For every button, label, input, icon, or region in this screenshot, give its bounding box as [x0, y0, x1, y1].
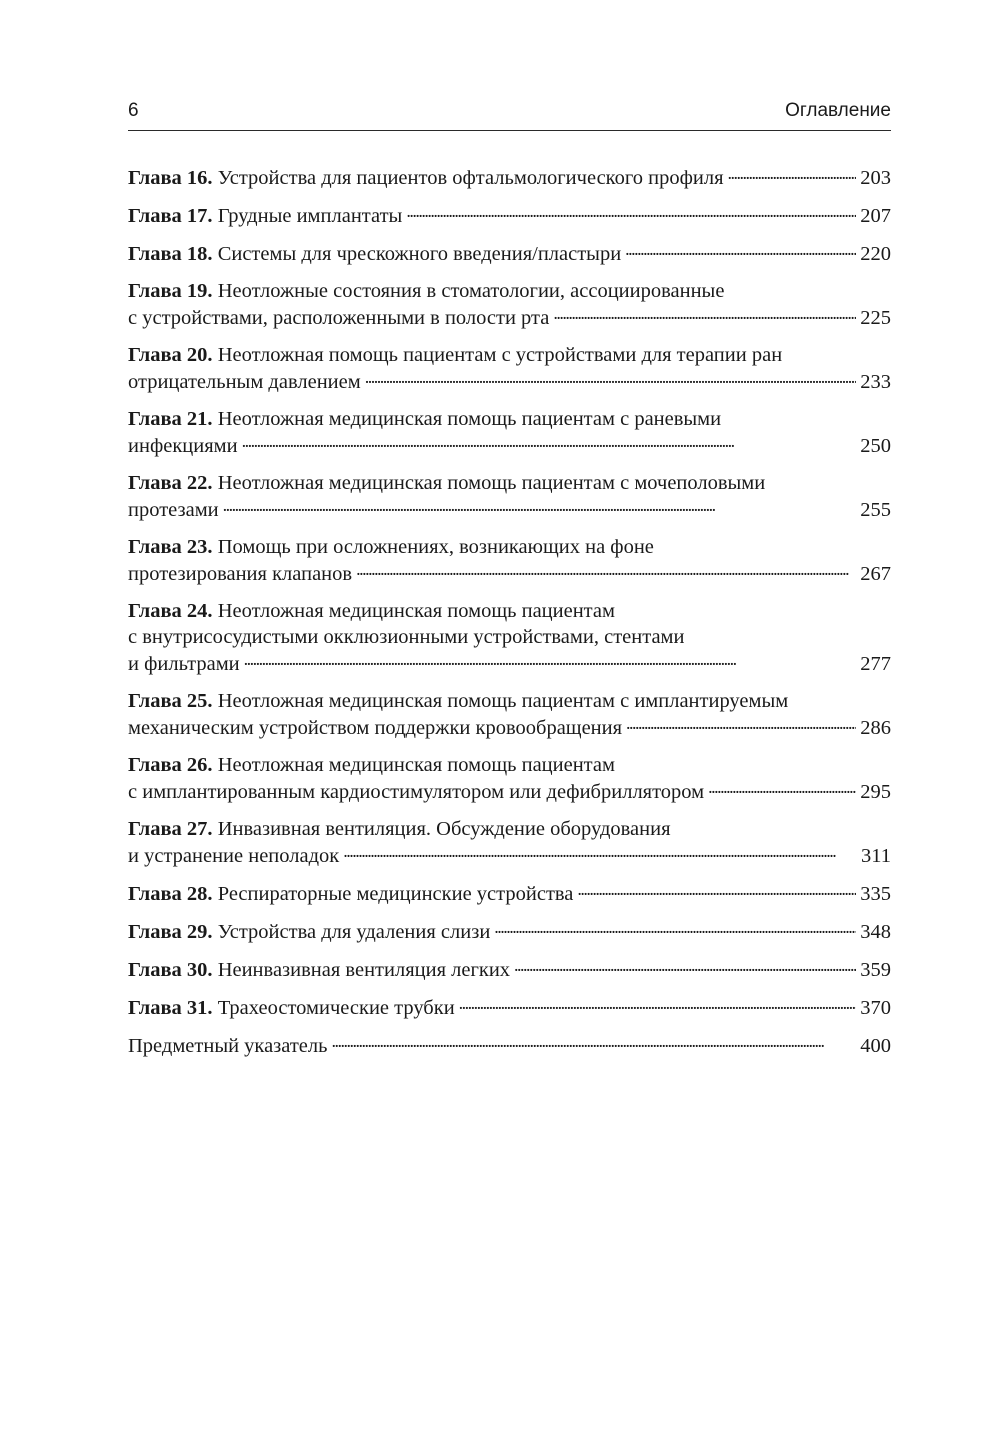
toc-title-text — [128, 715, 622, 741]
toc-title-text: Неинвазивная вентиляция легких — [217, 959, 511, 981]
toc-entry[interactable] — [128, 598, 891, 677]
toc-chapter-label: Глава 19. — [128, 280, 213, 302]
toc-title-text: Предметный указатель — [128, 1035, 328, 1057]
toc-page-number: 203 — [860, 167, 891, 189]
toc-chapter-label: Глава 16. — [128, 167, 213, 189]
toc-title-line — [128, 842, 891, 869]
toc-page-number: 348 — [860, 921, 891, 943]
toc-title-line — [128, 240, 891, 267]
toc-title-text — [128, 919, 490, 945]
dot-leader — [626, 714, 856, 734]
toc-title-text — [128, 651, 240, 677]
toc-page-number: 220 — [860, 243, 891, 265]
toc-title-line — [128, 752, 891, 778]
toc-page-number: 370 — [860, 997, 891, 1019]
toc-title-text — [128, 881, 573, 907]
toc-entry[interactable] — [128, 202, 891, 229]
toc-entry[interactable] — [128, 752, 891, 805]
toc-title-line — [128, 598, 891, 624]
toc-entry[interactable] — [128, 164, 891, 191]
toc-title-text: Неотложная медицинская помощь пациентам с раневыми — [217, 408, 722, 430]
toc-entry[interactable] — [128, 918, 891, 945]
toc-title-text: с внутрисосудистыми окклюзионными устройствами, стентами — [128, 626, 685, 648]
dot-leader — [494, 918, 856, 938]
toc-chapter-label: Глава 28. — [128, 883, 213, 905]
toc-chapter-label: Глава 24. — [128, 600, 213, 622]
toc-title-text — [128, 369, 361, 395]
dot-leader — [242, 432, 857, 452]
toc-entry[interactable] — [128, 342, 891, 395]
toc-title-text — [128, 165, 724, 191]
toc-title-text: Системы для чрескожного введения/пластыри — [217, 243, 622, 265]
toc-title-line — [128, 304, 891, 331]
toc-chapter-label: Глава 26. — [128, 754, 213, 776]
toc-title-line — [128, 918, 891, 945]
toc-title-text: протезами — [128, 499, 219, 521]
running-title: Оглавление — [785, 100, 891, 121]
toc-title-text: Устройства для удаления слизи — [217, 921, 491, 943]
toc-title-text: Респираторные медицинские устройства — [217, 883, 574, 905]
dot-leader — [406, 202, 856, 222]
toc-title-text: Неотложная помощь пациентам с устройствами для терапии ран — [217, 344, 783, 366]
toc-title-text: протезирования клапанов — [128, 563, 353, 585]
toc-title-line — [128, 202, 891, 229]
toc-chapter-label: Глава 22. — [128, 472, 213, 494]
toc-title-text — [128, 561, 352, 587]
dot-leader — [625, 240, 856, 260]
toc-title-line — [128, 432, 891, 459]
toc-title-text — [128, 1033, 328, 1059]
toc-title-text: и устранение неполадок — [128, 845, 340, 867]
toc-title-text — [128, 203, 402, 229]
toc-title-text: Помощь при осложнениях, возникающих на фоне — [217, 536, 654, 558]
toc-title-text — [128, 843, 339, 869]
dot-leader — [332, 1032, 857, 1052]
toc-title-text: с устройствами, расположенными в полости рта — [128, 307, 550, 329]
toc-entry[interactable] — [128, 534, 891, 587]
toc-title-line — [128, 1032, 891, 1059]
dot-leader — [577, 880, 856, 900]
toc-title-line — [128, 650, 891, 677]
toc-chapter-label: Глава 29. — [128, 921, 213, 943]
toc-page-number: 255 — [860, 499, 891, 521]
toc-title-line — [128, 714, 891, 741]
dot-leader — [365, 368, 857, 388]
toc-chapter-label: Глава 17. — [128, 205, 213, 227]
toc-entry[interactable] — [128, 816, 891, 869]
toc-title-text: отрицательным давлением — [128, 371, 361, 393]
toc-chapter-label: Глава 21. — [128, 408, 213, 430]
toc-page-number: 286 — [860, 717, 891, 739]
toc-page-number: 335 — [860, 883, 891, 905]
table-of-contents — [128, 164, 891, 1070]
toc-page-number: 277 — [860, 653, 891, 675]
toc-title-text — [128, 305, 549, 331]
toc-chapter-label: Глава 31. — [128, 997, 213, 1019]
toc-entry[interactable] — [128, 688, 891, 741]
toc-title-text: Неотложные состояния в стоматологии, ассоциированные — [217, 280, 725, 302]
toc-title-text — [128, 497, 219, 523]
dot-leader — [244, 650, 857, 670]
toc-page-number: 311 — [861, 845, 891, 867]
dot-leader — [514, 956, 856, 976]
toc-title-line — [128, 534, 891, 560]
toc-title-line — [128, 278, 891, 304]
toc-entry[interactable] — [128, 406, 891, 459]
toc-title-text — [128, 957, 510, 983]
toc-page-number: 250 — [860, 435, 891, 457]
toc-title-line — [128, 368, 891, 395]
dot-leader — [708, 778, 856, 798]
dot-leader — [459, 994, 857, 1014]
toc-chapter-label: Глава 27. — [128, 818, 213, 840]
page-number: 6 — [128, 100, 139, 121]
toc-title-text: Неотложная медицинская помощь пациентам — [217, 754, 615, 776]
toc-chapter-label: Глава 20. — [128, 344, 213, 366]
dot-leader — [223, 496, 857, 516]
toc-title-text: и фильтрами — [128, 653, 240, 675]
page-header — [128, 98, 891, 131]
toc-title-text: с имплантированным кардиостимулятором или дефибриллятором — [128, 781, 705, 803]
toc-chapter-label: Глава 25. — [128, 690, 213, 712]
toc-title-text — [128, 241, 621, 267]
toc-page-number: 233 — [860, 371, 891, 393]
toc-page-number: 400 — [860, 1035, 891, 1057]
toc-page-number: 225 — [860, 307, 891, 329]
toc-title-text: Устройства для пациентов офтальмологического профиля — [217, 167, 724, 189]
toc-title-line — [128, 470, 891, 496]
toc-title-line — [128, 164, 891, 191]
toc-chapter-label: Глава 23. — [128, 536, 213, 558]
toc-title-line — [128, 956, 891, 983]
toc-title-text — [128, 779, 704, 805]
toc-title-text: Грудные имплантаты — [217, 205, 403, 227]
toc-entry[interactable] — [128, 956, 891, 983]
toc-title-text: механическим устройством поддержки кровообращения — [128, 717, 623, 739]
toc-entry[interactable] — [128, 1032, 891, 1059]
toc-chapter-label: Глава 30. — [128, 959, 213, 981]
toc-entry[interactable] — [128, 880, 891, 907]
toc-title-line — [128, 406, 891, 432]
toc-page-number: 207 — [860, 205, 891, 227]
toc-title-line — [128, 560, 891, 587]
toc-chapter-label: Глава 18. — [128, 243, 213, 265]
toc-title-line — [128, 778, 891, 805]
toc-title-line — [128, 688, 891, 714]
toc-title-line — [128, 496, 891, 523]
dot-leader — [728, 164, 857, 184]
toc-page-number: 267 — [860, 563, 891, 585]
toc-title-line — [128, 342, 891, 368]
dot-leader — [356, 560, 856, 580]
toc-page-number: 359 — [860, 959, 891, 981]
toc-page-number: 295 — [860, 781, 891, 803]
dot-leader — [343, 842, 857, 862]
toc-title-text: Неотложная медицинская помощь пациентам — [217, 600, 615, 622]
toc-entry[interactable] — [128, 470, 891, 523]
toc-title-line — [128, 624, 891, 650]
toc-title-line — [128, 880, 891, 907]
dot-leader — [553, 304, 856, 324]
toc-title-line — [128, 816, 891, 842]
toc-title-text — [128, 995, 455, 1021]
toc-entry[interactable] — [128, 240, 891, 267]
toc-title-line — [128, 994, 891, 1021]
toc-title-text: Неотложная медицинская помощь пациентам с имплантируемым — [217, 690, 789, 712]
toc-title-text — [128, 433, 238, 459]
toc-entry[interactable] — [128, 278, 891, 331]
toc-title-text: Инвазивная вентиляция. Обсуждение оборудования — [217, 818, 671, 840]
toc-title-text: Трахеостомические трубки — [217, 997, 455, 1019]
toc-entry[interactable] — [128, 994, 891, 1021]
toc-title-text: инфекциями — [128, 435, 238, 457]
toc-title-text: Неотложная медицинская помощь пациентам с мочеполовыми — [217, 472, 766, 494]
